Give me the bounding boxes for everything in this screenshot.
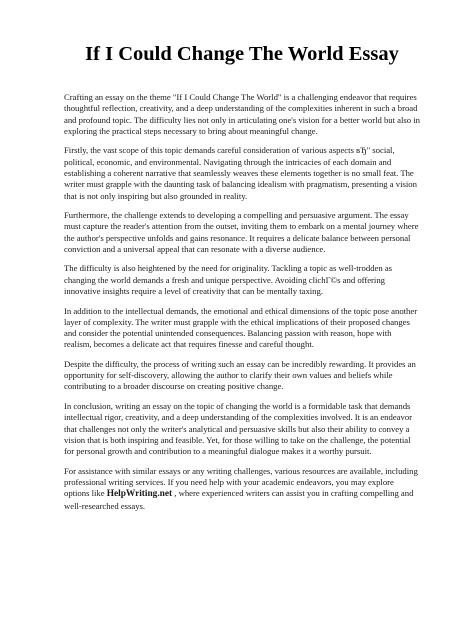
paragraph-rewarding: Despite the difficulty, the process of writing such an essay can be incredibly rewarding. It provides an opportunity for self-discovery, allowing the author to clarify their own values and beliefs while contributing to a broader discourse on creating positive change. [64, 358, 416, 392]
assistance-text-after: , where experienced writers can assist you in crafting compelling and well-researched essays. [64, 488, 414, 511]
paragraph-intro: Crafting an essay on the theme "If I Could Change The World" is a challenging endeavor that requires thoughtful reflection, creativity, and a deep understanding of the complexities inherent in such a broad and profound topic. The difficulty lies not only in articulating one's vision for a better world but also in exploring the practical steps necessary to bring about meaningful change. [64, 92, 420, 136]
paragraph-argument: Furthermore, the challenge extends to developing a compelling and persuasive argument. The essay must capture the reader's attention from the outset, inviting them to embark on a mental journey where the author's perspective unfolds and gains resonance. It requires a delicate balance between personal conviction and a universal appeal that can resonate with a diverse audience. [64, 210, 419, 254]
helpwriting-link[interactable]: HelpWriting.net [106, 489, 173, 500]
paragraph-ethics: In addition to the intellectual demands, the emotional and ethical dimensions of the topic pose another layer of complexity. The writer must grapple with the ethical implications of their proposed changes and consider the potential unintended consequences. Balancing passion with reason, hope with realism, becomes a delicate act that requires finesse and careful thought. [64, 305, 418, 350]
assistance-text-before: For assistance with similar essays or any writing challenges, various resources are available, including professional writing services. If you need help with your academic endeavors, you may explore options like [64, 465, 418, 499]
document-title: If I Could Change The World Essay [85, 43, 399, 65]
paragraph-scope: Firstly, the vast scope of this topic demands careful consideration of various aspects вЂ" social, political, economic, and environmental. Navigating through the intricacies of each domain and establishing a coherent narrative that seamlessly weaves these elements together is no small feat. The writer must grapple with the daunting task of balancing idealism with pragmatism, presenting a vision that is not only inspiring but also grounded in reality. [64, 145, 417, 201]
paragraph-originality: The difficulty is also heightened by the need for originality. Tackling a topic as well-trodden as changing the world demands a fresh and unique perspective. Avoiding clichГ©s and offering innovative insights require a level of creativity that can be mentally taxing. [64, 263, 393, 297]
paragraph-assistance [64, 466, 420, 512]
paragraph-conclusion: In conclusion, writing an essay on the topic of changing the world is a formidable task that demands intellectual rigor, creativity, and a deep understanding of the complexities involved. It is an endeavor that challenges not only the writer's analytical and persuasive skills but also their ability to convey a vision that is both inspiring and feasible. Yet, for those willing to take on the challenge, the potential for personal growth and contribution to a meaningful dialogue makes it a worthy pursuit. [64, 400, 413, 457]
